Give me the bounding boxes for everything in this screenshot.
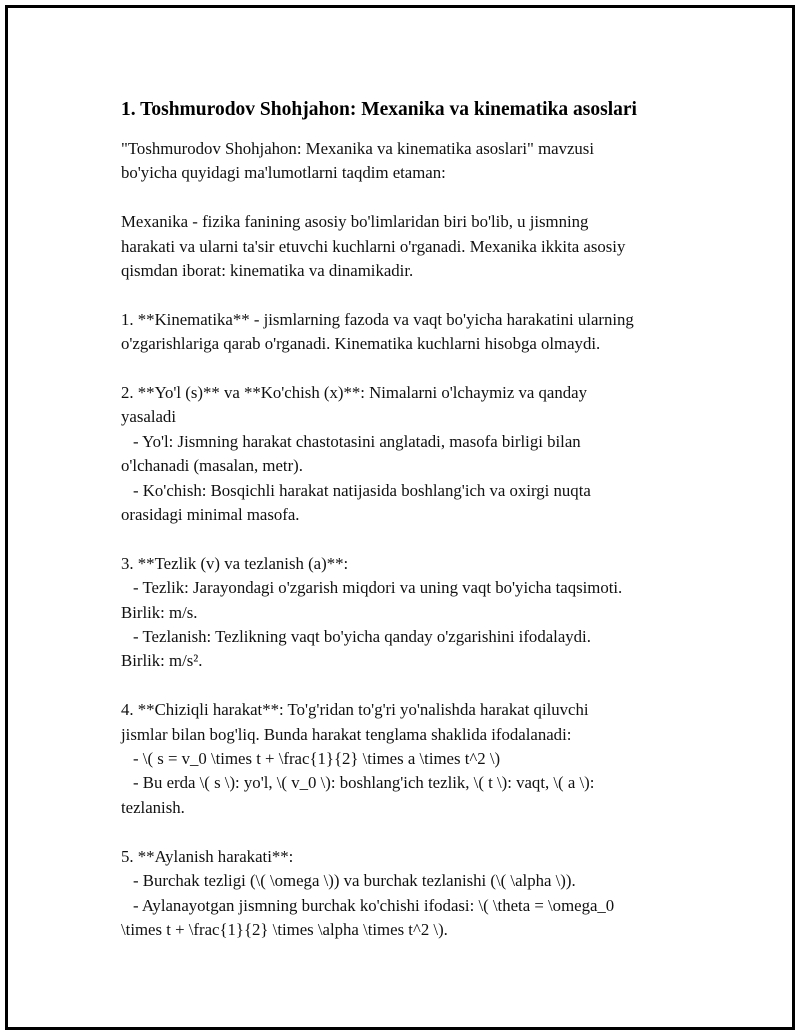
text-line: harakati va ularni ta'sir etuvchi kuchlarni o'rganadi. Mexanika ikkita asosiy: [121, 236, 626, 256]
linear-motion-item: [121, 698, 691, 820]
text-line: yasaladi: [121, 407, 176, 427]
text-line: - Burchak tezligi (\( \omega \)) va burchak tezlanishi (\( \alpha \)).: [133, 871, 576, 891]
text-line: - Yo'l: Jismning harakat chastotasini anglatadi, masofa birligi bilan: [133, 431, 581, 451]
text-line: "Toshmurodov Shohjahon: Mexanika va kinematika asoslari" mavzusi: [121, 139, 594, 158]
text-line: o'zgarishlariga qarab o'rganadi. Kinematika kuchlarni hisobga olmaydi.: [121, 334, 601, 354]
text-line: 4. **Chiziqli harakat**: To'g'ridan to'g'ri yo'nalishda harakat qiluvchi: [121, 700, 589, 720]
text-line: bo'yicha quyidagi ma'lumotlarni taqdim etaman:: [121, 163, 446, 183]
document-content: [121, 97, 691, 942]
text-line: 5. **Aylanish harakati**:: [121, 846, 294, 866]
document-title: 1. Toshmurodov Shohjahon: Mexanika va kinematika asoslari: [121, 99, 637, 120]
text-line: qismdan iborat: kinematika va dinamikadir.: [121, 261, 414, 281]
text-line: 1. **Kinematika** - jismlarning fazoda va vaqt bo'yicha harakatini ularning: [121, 309, 634, 329]
formula-line: - Aylanayotgan jismning burchak ko'chishi ifodasi: \( \theta = \omega_0: [133, 895, 615, 915]
text-line: - Tezlik: Jarayondagi o'zgarish miqdori va uning vaqt bo'yicha taqsimoti.: [133, 578, 623, 598]
path-displacement-item: [121, 381, 691, 527]
text-line: Mexanika - fizika fanining asosiy bo'limlaridan biri bo'lib, u jismning: [121, 212, 589, 232]
rotational-motion-item: [121, 845, 691, 943]
text-line: - Ko'chish: Bosqichli harakat natijasida boshlang'ich va oxirgi nuqta: [133, 480, 591, 500]
text-line: - Bu erda \( s \): yo'l, \( v_0 \): boshlang'ich tezlik, \( t \): vaqt, \( a \):: [133, 773, 595, 793]
text-line: Birlik: m/s².: [121, 651, 203, 671]
text-line: 3. **Tezlik (v) va tezlanish (a)**:: [121, 553, 349, 573]
formula-line: \times t + \frac{1}{2} \times \alpha \times t^2 \).: [121, 919, 448, 939]
text-line: orasidagi minimal masofa.: [121, 505, 300, 525]
kinematics-item: [121, 308, 691, 357]
intro-paragraph: [121, 137, 691, 186]
velocity-acceleration-item: [121, 552, 691, 674]
formula-line: - \( s = v_0 \times t + \frac{1}{2} \times a \times t^2 \): [133, 749, 501, 769]
mechanics-paragraph: [121, 210, 691, 283]
text-line: o'lchanadi (masalan, metr).: [121, 456, 303, 476]
text-line: - Tezlanish: Tezlikning vaqt bo'yicha qanday o'zgarishini ifodalaydi.: [133, 627, 591, 647]
document-page: [5, 5, 795, 1030]
text-line: tezlanish.: [121, 797, 185, 817]
text-line: 2. **Yo'l (s)** va **Ko'chish (x)**: Nimalarni o'lchaymiz va qanday: [121, 383, 587, 403]
text-line: jismlar bilan bog'liq. Bunda harakat tenglama shaklida ifodalanadi:: [121, 724, 572, 744]
text-line: Birlik: m/s.: [121, 602, 198, 622]
